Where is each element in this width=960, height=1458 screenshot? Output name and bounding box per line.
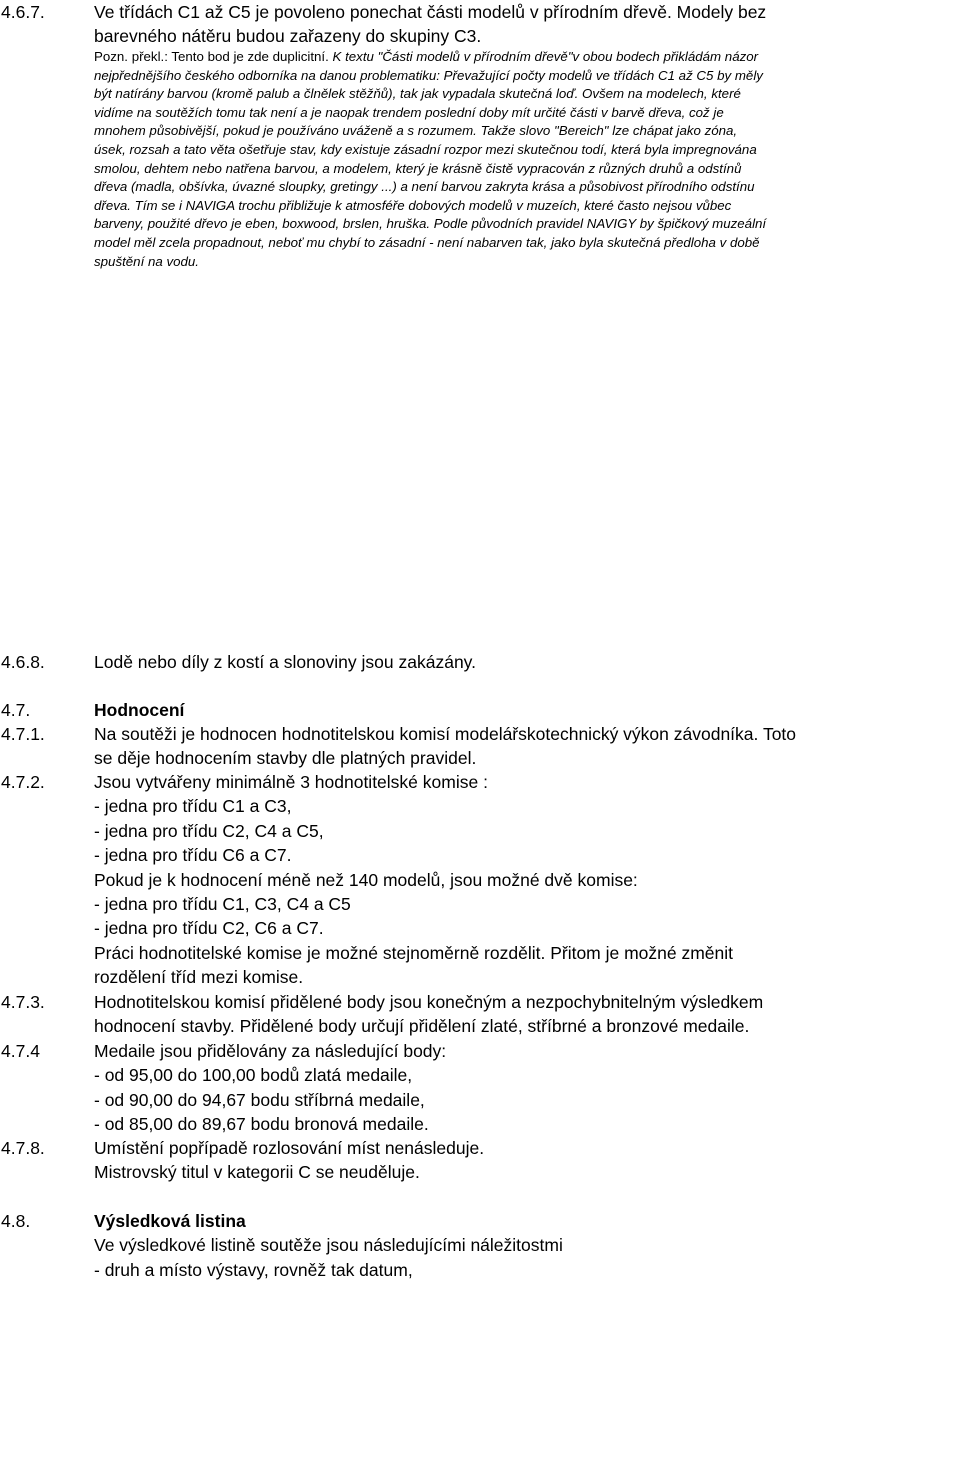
text-line: - jedna pro třídu C2, C4 a C5, [94,820,324,841]
section-heading: Výsledková listina [94,1211,246,1231]
note-line: dřeva (madla, obšívka, úvazné sloupky, gretingy ...) a není barvou zakryta krása a působivost přírodního odstínu [94,179,755,195]
text-line: Pokud je k hodnocení méně než 140 modelů, jsou možné dvě komise: [94,869,638,890]
text-line: se děje hodnocením stavby dle platných pravidel. [94,748,477,769]
text-line: Ve výsledkové listině soutěže jsou následujícími náležitostmi [94,1235,563,1256]
text-line: Na soutěži je hodnocen hodnotitelskou komisí modelářskotechnický výkon závodníka. Toto [94,724,797,744]
note-label: Pozn. překl.: Tento bod je zde duplicitní. [94,49,333,64]
section-number: 4.7. [1,700,31,720]
text-line: barevného nátěru budou zařazeny do skupiny C3. [94,26,482,47]
text-line: - od 95,00 do 100,00 bodů zlatá medaile, [94,1065,413,1086]
section-number: 4.6.7. [1,2,45,22]
text-line: Lodě nebo díly z kostí a slonoviny jsou zakázány. [94,652,476,672]
section-text [94,650,954,674]
section-number: 4.7.3. [1,992,45,1012]
text-line: - od 85,00 do 89,67 bodu bronová medaile. [94,1114,429,1135]
section-text [94,1136,954,1185]
text-line: - jedna pro třídu C2, C6 a C7. [94,918,324,939]
note-line: nejpřednějšího českého odborníka na danou problematiku: Převažující počty modelů ve třídách C1 až C5 by měly [94,67,763,83]
text-line: hodnocení stavby. Přidělené body určují přidělení zlaté, stříbrné a bronzové medaile. [94,1016,750,1037]
text-line: - od 90,00 do 94,67 bodu stříbrná medaile, [94,1089,425,1110]
section-number: 4.7.2. [1,772,45,792]
section-number: 4.6.8. [1,652,45,672]
note-line: úsek, rozsah a tato věta ošetřuje stav, kdy existuje zásadní rozpor mezi skutečnou todí, která byla impregnována [94,141,757,157]
section-heading: Hodnocení [94,700,185,720]
section-text [94,0,954,49]
section-text [94,990,954,1039]
section-text [94,770,954,990]
section-text [94,722,954,771]
text-line: Umístění popřípadě rozlosování míst nenásleduje. [94,1138,485,1158]
note-line: smolou, dehtem nebo natřena barvou, a modelem, který je krásně čistě vypracován z různých druhů a odstínů [94,160,742,176]
note-line: být natírány barvou (kromě palub a člnělek stěžňů), tak jak vypadala skutečná loď. Ovšem na modelech, které [94,86,741,102]
section-text [94,1039,954,1137]
section-text [94,1258,954,1282]
text-line: Hodnotitelskou komisí přidělené body jsou konečným a nezpochybnitelným výsledkem [94,992,764,1012]
text-line: Práci hodnotitelské komise je možné stejnoměrně rozdělit. Přitom je možné změnit [94,942,734,963]
text-line: - jedna pro třídu C1 a C3, [94,796,292,817]
section-number: 4.7.1. [1,724,45,744]
text-line: - jedna pro třídu C1, C3, C4 a C5 [94,894,351,915]
text-line: - jedna pro třídu C6 a C7. [94,845,292,866]
text-line: Mistrovský titul v kategorii C se neuděluje. [94,1162,420,1183]
translator-note [94,48,956,271]
note-line: barveny, použité dřevo je eben, boxwood, brslen, hruška. Podle původních pravidel NAVIGY by špičkový muzeální [94,216,767,232]
note-line: spuštění na vodu. [94,253,199,269]
section-number: 4.7.4 [1,1041,40,1061]
text-line: rozdělení tříd mezi komise. [94,967,304,988]
note-line: mnohem působivější, pokud je používáno uváženě a s rozumem. Takže slovo "Bereich" lze chápat jako zóna, [94,123,738,139]
list-item: - druh a místo výstavy, rovněž tak datum, [94,1260,413,1280]
section-text [94,1209,954,1258]
note-line: vidíme na soutěžích tomu tak není a je naopak trendem poslední doby mít určité části v barvě dřeva, což je [94,104,724,120]
text-line: Ve třídách C1 až C5 je povoleno ponechat části modelů v přírodním dřevě. Modely bez [94,2,767,22]
text-line: Jsou vytvářeny minimálně 3 hodnotitelské komise : [94,772,488,792]
note-line: dřeva. Tím se i NAVIGA trochu přibližuje k atmosféře dobových modelů v muzeích, které často nejsou vůbec [94,197,732,213]
note-line: model měl zcela propadnout, neboť mu chybí to zásadní - není nabarven tak, jako byla skutečná předloha v době [94,234,760,250]
section-number: 4.8. [1,1211,31,1231]
section-number: 4.7.8. [1,1138,45,1158]
text-line: Medaile jsou přidělovány za následující body: [94,1041,447,1061]
note-text: K textu "Části modelů v přírodním dřevě"v obou bodech přikládám názor [332,49,759,64]
